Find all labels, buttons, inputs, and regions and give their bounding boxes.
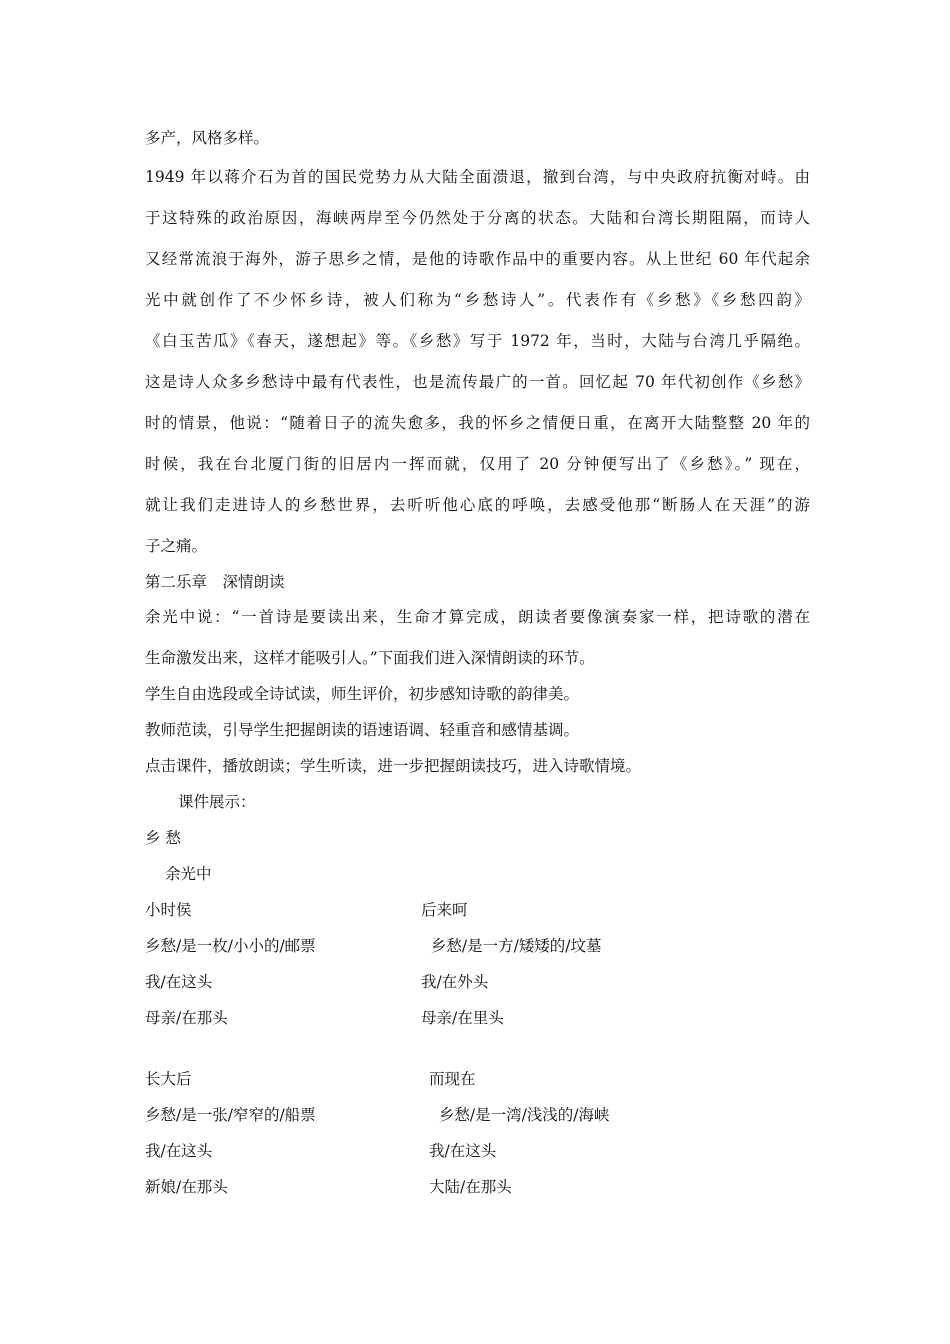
poem-left-line: 母亲/在那头	[145, 1009, 228, 1027]
paragraph-line: 生命激发出来，这样才能吸引人。”下面我们进入深情朗读的环节。	[145, 649, 595, 667]
poem-author: 余光中	[165, 865, 212, 883]
poem-right-line: 我/在这头	[429, 1142, 497, 1160]
paragraph-line: 于这特殊的政治原因，海峡两岸至今仍然处于分离的状态。大陆和台湾长期阻隔，而诗人	[145, 209, 810, 227]
intro-tail: 多产，风格多样。	[145, 129, 270, 147]
poem-left-line: 乡愁/是一张/窄窄的/船票	[145, 1106, 316, 1124]
poem-left-line: 我/在这头	[145, 1142, 213, 1160]
courseware-label: 课件展示：	[178, 793, 256, 811]
poem-right-line: 乡愁/是一湾/浅浅的/海峡	[429, 1106, 610, 1124]
poem-left-line: 长大后	[145, 1070, 192, 1088]
poem-left-line: 小时侯	[145, 901, 192, 919]
poem-right-line: 大陆/在那头	[429, 1178, 512, 1196]
paragraph-line: 余光中说：“一首诗是要读出来，生命才算完成，朗读者要像演奏家一样，把诗歌的潜在	[145, 608, 810, 626]
paragraph-line: 1949 年以蒋介石为首的国民党势力从大陆全面溃退，撤到台湾，与中央政府抗衡对峙。由	[145, 168, 810, 186]
paragraph-line: 《白玉苦瓜》《春天，遂想起》等。《乡愁》写于 1972 年，当时，大陆与台湾几乎隔绝。	[145, 332, 810, 350]
paragraph-line: 光中就创作了不少怀乡诗，被人们称为“乡愁诗人”。代表作有《乡愁》《乡愁四韵》	[145, 291, 810, 309]
poem-right-line: 而现在	[429, 1070, 476, 1088]
paragraph-line: 这是诗人众多乡愁诗中最有代表性，也是流传最广的一首。回忆起 70 年代初创作《乡愁》	[145, 373, 810, 391]
section-heading: 第二乐章 深情朗读	[145, 573, 285, 591]
poem-right-line: 后来呵	[421, 901, 468, 919]
paragraph-line: 时候，我在台北厦门街的旧居内一挥而就，仅用了 20 分钟便写出了《乡愁》。” 现在，	[145, 455, 810, 473]
paragraph-line: 子之痛。	[145, 537, 208, 555]
paragraph-line: 就让我们走进诗人的乡愁世界，去听听他心底的呼唤，去感受他那“断肠人在天涯”的游	[145, 496, 810, 514]
step-item: 点击课件，播放朗读；学生听读，进一步把握朗读技巧，进入诗歌情境。	[145, 757, 642, 775]
paragraph-line: 又经常流浪于海外，游子思乡之情，是他的诗歌作品中的重要内容。从上世纪 60 年代起余	[145, 250, 810, 268]
poem-left-line: 乡愁/是一枚/小小的/邮票	[145, 937, 316, 955]
poem-left-line: 新娘/在那头	[145, 1178, 228, 1196]
poem-right-line: 我/在外头	[421, 973, 489, 991]
poem-left-line: 我/在这头	[145, 973, 213, 991]
paragraph-line: 时的情景，他说：“随着日子的流失愈多，我的怀乡之情便日重，在离开大陆整整 20 年的	[145, 414, 810, 432]
step-item: 学生自由选段或全诗试读，师生评价，初步感知诗歌的韵律美。	[145, 685, 580, 703]
poem-right-line: 乡愁/是一方/矮矮的/坟墓	[421, 937, 602, 955]
poem-title: 乡 愁	[145, 829, 181, 847]
poem-right-line: 母亲/在里头	[421, 1009, 504, 1027]
step-item: 教师范读，引导学生把握朗读的语速语调、轻重音和感情基调。	[145, 721, 580, 739]
